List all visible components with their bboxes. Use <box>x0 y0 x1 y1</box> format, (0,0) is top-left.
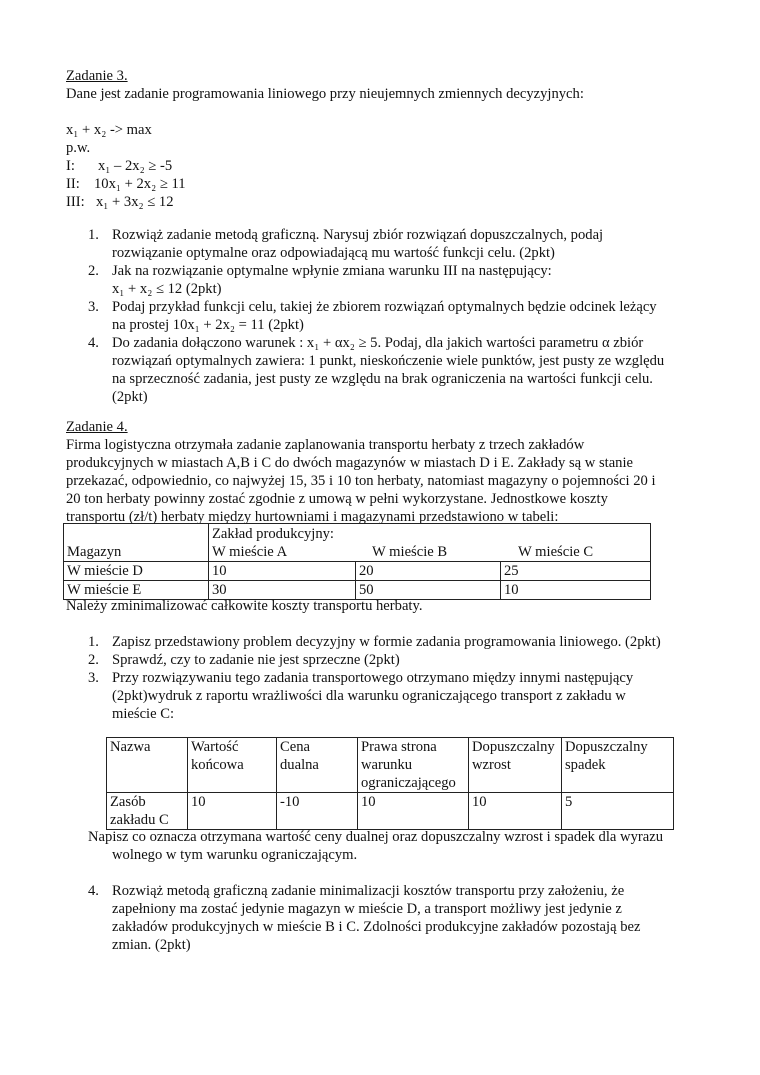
constraint-2: II: 10x₁ + 2x₂ ≥ 11 <box>66 176 186 192</box>
task4-questions <box>66 633 661 723</box>
cost-table <box>63 523 651 600</box>
column-header: W mieście A <box>212 544 288 560</box>
table-cell: 10 <box>188 793 277 830</box>
column-header: Nazwa <box>107 738 188 793</box>
task4-intro-line: Firma logistyczna otrzymała zadanie zaplanowania transportu herbaty z trzech zakładów <box>66 437 585 453</box>
column-header: W mieście C <box>518 544 594 560</box>
task3-question-2: 2. Jak na rozwiązanie optymalne wpłynie zmiana warunku III na następujący: x₁ + x₂ ≤ 12 (2pkt) <box>88 263 552 297</box>
task4-intro-line: transportu (zł/t) herbaty między hurtowniami i magazynami przedstawiono w tabeli: <box>66 509 559 525</box>
table-cell: 10 <box>469 793 562 830</box>
table-cell: 5 <box>562 793 674 830</box>
task4-intro-line: 20 ton herbaty powinny zostać zgodnie z umową w pełni wykorzystane. Jednostkowe koszty <box>66 491 608 507</box>
table-row <box>64 562 651 581</box>
task3-questions <box>66 226 664 406</box>
table-row <box>107 793 674 830</box>
table-cell: 30 <box>209 581 356 600</box>
table-cell: 20 <box>356 562 501 581</box>
table-cell: 25 <box>501 562 651 581</box>
objective-function: x₁ + x₂ -> max <box>66 122 152 138</box>
table-cell: -10 <box>277 793 358 830</box>
column-header: W mieście B <box>372 544 448 560</box>
subject-to-label: p.w. <box>66 140 91 156</box>
task3-question-3: 3. Podaj przykład funkcji celu, takiej że zbiorem rozwiązań optymalnych będzie odcinek leżący na prostej 10x₁ + 2x₂ = 11 (2pkt) <box>88 299 657 333</box>
table-cell: 10 <box>358 793 469 830</box>
row-header: W mieście D <box>64 562 209 581</box>
table-corner-cell: Magazyn <box>64 524 209 562</box>
column-header: Dopuszczalny spadek <box>562 738 674 793</box>
task3-question-1: 1. Rozwiąż zadanie metodą graficzną. Narysuj zbiór rozwiązań dopuszczalnych, podaj rozwiązanie optymalne oraz odpowiadającą mu wartość funkcji celu. (2pkt) <box>88 227 604 261</box>
task3-question-4: 4. Do zadania dołączono warunek : x₁ + αx₂ ≥ 5. Podaj, dla jakich wartości parametru α zbiór rozwiązań optymalnych zawiera: 1 punkt, nieskończenie wiele punktów, jest pusty ze względu na sprzeczność zadania, jest pusty ze względu na brak ograniczenia na wartości funkcji celu. (2pkt) <box>88 335 665 405</box>
task4-intro-line: przekazać, odpowiednio, co najwyżej 15, 35 i 10 ton herbaty, natomiast magazyny o pojemności 20 i <box>66 473 656 489</box>
task4-question-1: 1. Zapisz przedstawiony problem decyzyjny w formie zadania programowania liniowego. (2pkt) <box>88 634 661 650</box>
task4-title: Zadanie 4. <box>66 419 128 435</box>
task4-question-2: 2. Sprawdź, czy to zadanie nie jest sprzeczne (2pkt) <box>88 652 400 668</box>
column-header: Dopuszczalny wzrost <box>469 738 562 793</box>
table-cell: 10 <box>501 581 651 600</box>
constraint-3: III: x₁ + 3x₂ ≤ 12 <box>66 194 174 210</box>
task4-question-3: 3. Przy rozwiązywaniu tego zadania transportowego otrzymano między innymi następujący (2pkt)wydruk z raportu wrażliwości dla warunku ograniczającego transport z zakładu w mieście C: <box>88 670 634 722</box>
task4-sens-question: Napisz co oznacza otrzymana wartość ceny dualnej oraz dopuszczalny wzrost i spadek dla wyrazu wolnego w tym warunku ograniczającym. <box>88 829 663 863</box>
table-cell: 50 <box>356 581 501 600</box>
task4-header <box>66 418 656 526</box>
column-header: Cena dualna <box>277 738 358 793</box>
task3-intro: Dane jest zadanie programowania liniowego przy nieujemnych zmiennych decyzyjnych: <box>66 86 584 102</box>
task3-header <box>66 67 584 103</box>
constraint-1: I: x₁ – 2x₂ ≥ -5 <box>66 158 173 174</box>
table-cell: 10 <box>209 562 356 581</box>
table-row <box>107 738 674 793</box>
column-header: Wartość końcowa <box>188 738 277 793</box>
column-header: Prawa strona warunku ograniczającego <box>358 738 469 793</box>
task4-question-4: 4. Rozwiąż metodą graficzną zadanie minimalizacji kosztów transportu przy założeniu, że zapełniony ma zostać jedynie magazyn w mieście D, a transport możliwy jest jedynie z zakładów produkcyjnych w mieście B i C. Zdolności produkcyjne zakładów pozostają bez zmian. (2pkt) <box>88 883 641 953</box>
task4-intro-line: produkcyjnych w miastach A,B i C do dwóch magazynów w miastach D i E. Zakłady są w stanie <box>66 455 634 471</box>
task3-model <box>66 121 186 211</box>
sensitivity-table <box>106 737 674 830</box>
task4-goal: Należy zminimalizować całkowite koszty transportu herbaty. <box>66 598 423 614</box>
table-row <box>64 524 651 562</box>
task4-question-4-list <box>66 882 640 954</box>
row-header: W mieście E <box>64 581 209 600</box>
table-group-header: Zakład produkcyjny: W mieście A W mieście B W mieście C <box>209 524 651 562</box>
row-header: Zasób zakładu C <box>107 793 188 830</box>
task3-title: Zadanie 3. <box>66 68 128 84</box>
